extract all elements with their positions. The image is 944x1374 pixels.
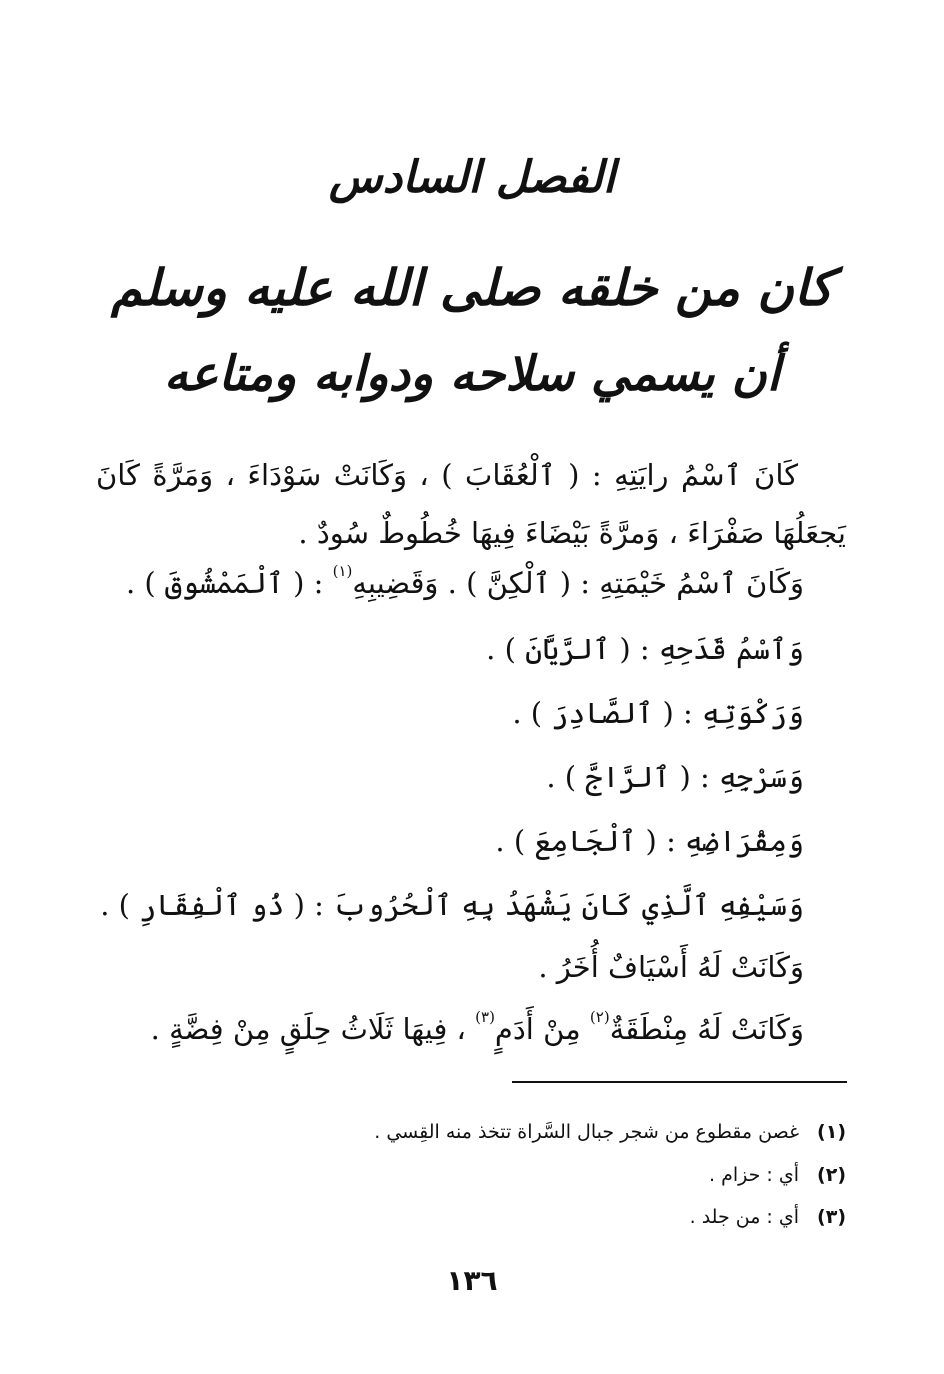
- chapter-heading: الفصل السادس: [328, 152, 616, 203]
- footnote-number: (٢): [817, 1164, 846, 1186]
- body-text: وَكَانَ ٱسْمُ خَيْمَتِهِ : ( ٱلْكِنَّ ) . وَقَضِيبِهِ: [352, 566, 804, 600]
- footnote-number: (١): [817, 1121, 846, 1143]
- footnote-number: (٣): [817, 1206, 846, 1228]
- body-text: مِنْ أَدَمٍ: [494, 1012, 590, 1046]
- body-line-tent: [125, 562, 804, 600]
- body-paragraph-banner: كَانَ ٱسْمُ رايَتِهِ : ( ٱلْعُقَابَ ) ، وَكَانَتْ سَوْدَاءَ ، وَمَرَّةً كَانَ يَجعَلُهَا صَفْرَاءَ ، وَمرَّةً بَيْضَاءَ فِيهَا خُطُوطٌ سُودٌ .: [96, 458, 846, 550]
- body-line-scissors: وَمِقْرَاضِهِ : ( ٱلْجَامِعَ ) .: [495, 824, 804, 858]
- body-line-cup: وَٱسْمُ قَدَحِهِ : ( ٱلرَّيَّانَ ) .: [486, 632, 804, 666]
- body-line-sword: وَسَيْفِهِ ٱلَّذِي كَانَ يَشْهَدُ بِهِ ٱلْحُرُوبَ : ( ذُو ٱلْفِقَارِ ) .: [100, 888, 804, 922]
- footnote-ref-3: (٣): [475, 1008, 495, 1026]
- body-text: : ( ٱلْمَمْشُوقَ ) .: [125, 566, 333, 600]
- footnote-text: أي : حزام .: [709, 1164, 800, 1186]
- footnote-1: [374, 1121, 846, 1143]
- footnote-ref-2: (٢): [589, 1008, 610, 1026]
- body-text: وَكَانَتْ لَهُ مِنْطَقَةٌ: [609, 1012, 804, 1046]
- body-line-belt: [150, 1008, 804, 1046]
- chapter-title-line-2: أن يسمي سلاحه ودوابه ومتاعه: [163, 346, 781, 402]
- body-line-other-swords: وَكَانَتْ لَهُ أَسْيَافٌ أُخَرُ .: [538, 950, 804, 984]
- page-number: ١٣٦: [446, 1264, 498, 1297]
- chapter-title-line-1: كان من خلقه صلى الله عليه وسلم: [111, 258, 833, 317]
- footnote-divider: [512, 1081, 847, 1083]
- body-line-saddle: وَسَرْجِهِ : ( ٱلرَّاجَّ ) .: [546, 760, 804, 794]
- footnote-text: أي : من جلد .: [689, 1206, 800, 1228]
- body-line-water-vessel: وَرَكْوَتِهِ : ( ٱلصَّادِرَ ) .: [512, 696, 804, 730]
- footnote-3: [690, 1206, 846, 1228]
- footnote-2: [709, 1164, 846, 1186]
- body-text: ، فِيهَا ثَلَاثُ حِلَقٍ مِنْ فِضَّةٍ .: [150, 1012, 476, 1046]
- footnote-ref-1: (١): [332, 562, 353, 580]
- footnote-text: غصن مقطوع من شجر جبال السَّراة تتخذ منه القِسي .: [374, 1121, 800, 1143]
